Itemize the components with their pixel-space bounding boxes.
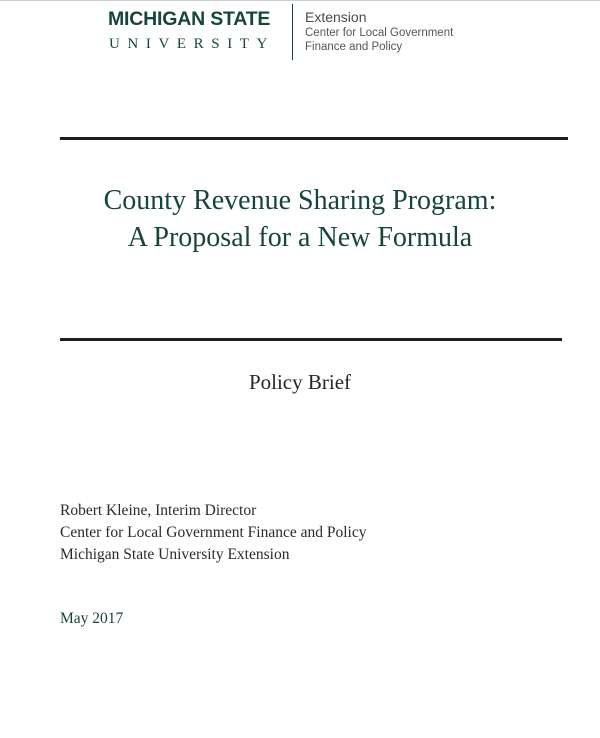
logo-divider bbox=[292, 4, 293, 60]
logo-center-line2: Finance and Policy bbox=[305, 41, 403, 53]
author-affiliation-university: Michigan State University Extension bbox=[60, 546, 290, 563]
bottom-rule bbox=[60, 338, 562, 341]
top-rule bbox=[60, 137, 568, 140]
title-line1: County Revenue Sharing Program: bbox=[103, 185, 497, 216]
logo-extension: Extension bbox=[305, 9, 367, 25]
document-subtitle: Policy Brief bbox=[248, 370, 352, 394]
logo-center-line1: Center for Local Government bbox=[305, 27, 454, 39]
msu-extension-logo bbox=[108, 4, 488, 62]
page-top-border bbox=[0, 0, 600, 1]
author-block bbox=[60, 500, 366, 566]
author-affiliation-center: Center for Local Government Finance and Policy bbox=[60, 524, 367, 541]
document-title bbox=[0, 182, 600, 256]
author-name: Robert Kleine, Interim Director bbox=[60, 502, 257, 519]
title-line2: A Proposal for a New Formula bbox=[127, 222, 473, 253]
publication-date: May 2017 bbox=[60, 610, 124, 627]
logo-michigan-state: MICHIGAN STATE bbox=[108, 8, 271, 30]
logo-university: UNIVERSITY bbox=[109, 36, 275, 52]
